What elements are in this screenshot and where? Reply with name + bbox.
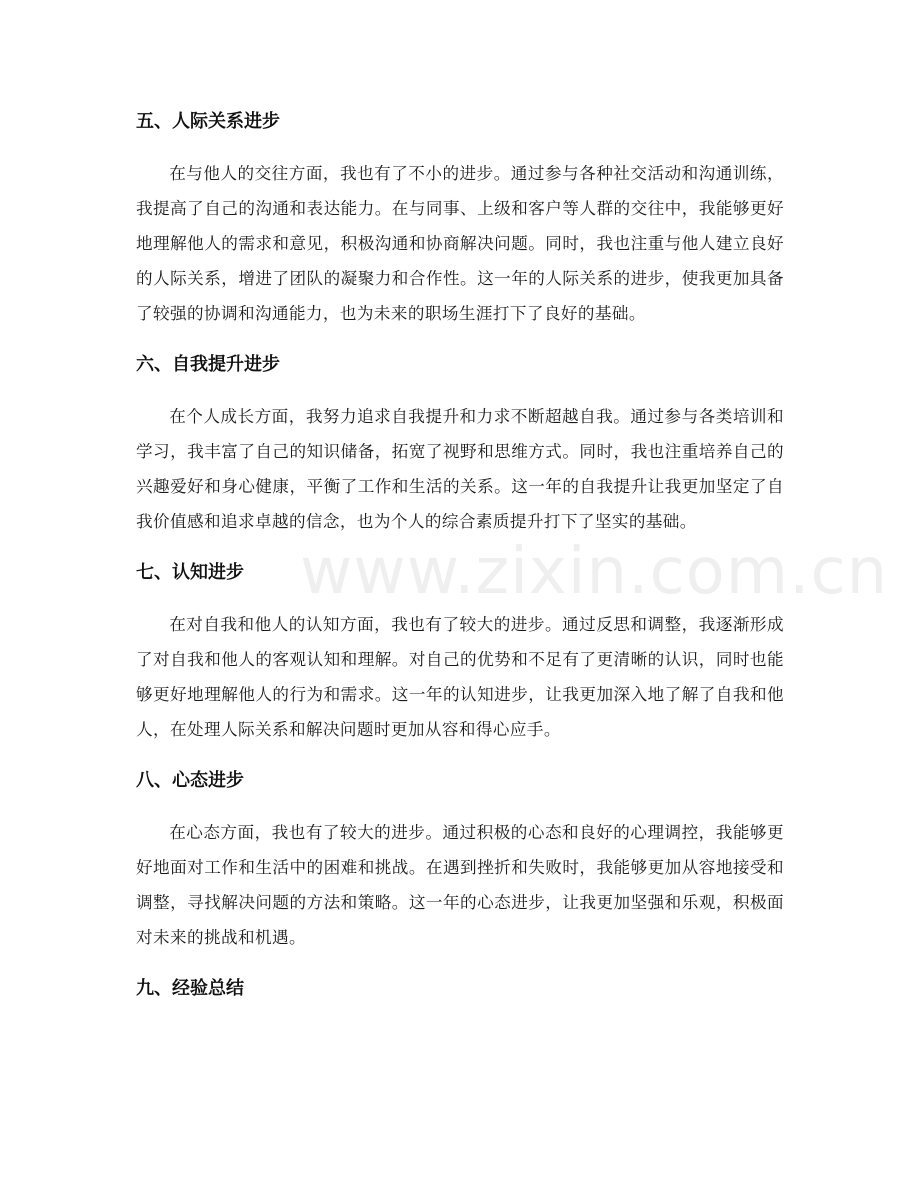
- paragraph-interpersonal: 在与他人的交往方面，我也有了不小的进步。通过参与各种社交活动和沟通训练，我提高了自己的沟通和表达能力。在与同事、上级和客户等人群的交往中，我能够更好地理解他人的需求和意见，积极沟通和协商解决问题。同时，我也注重与他人建立良好的人际关系，增进了团队的凝聚力和合作性。这一年的人际关系的进步，使我更加具备了较强的协调和沟通能力，也为未来的职场生涯打下了良好的基础。: [136, 164, 784, 323]
- section-title-experience-summary: 九、经验总结: [136, 978, 244, 999]
- watermark: www.zixin.com.cn: [300, 535, 889, 609]
- section-title-self-improvement: 六、自我提升进步: [136, 354, 280, 375]
- section-title-cognition: 七、认知进步: [136, 562, 244, 583]
- section-title-interpersonal: 五、人际关系进步: [136, 111, 280, 132]
- paragraph-mindset: 在心态方面，我也有了较大的进步。通过积极的心态和良好的心理调控，我能够更好地面对工作和生活中的困难和挑战。在遇到挫折和失败时，我能够更加从容地接受和调整，寻找解决问题的方法和策略。这一年的心态进步，让我更加坚强和乐观，积极面对未来的挑战和机遇。: [136, 823, 784, 947]
- document-body: [136, 104, 784, 1023]
- paragraph-self-improvement: 在个人成长方面，我努力追求自我提升和力求不断超越自我。通过参与各类培训和学习，我丰富了自己的知识储备，拓宽了视野和思维方式。同时，我也注重培养自己的兴趣爱好和身心健康，平衡了工作和生活的关系。这一年的自我提升让我更加坚定了自我价值感和追求卓越的信念，也为个人的综合素质提升打下了坚实的基础。: [136, 407, 784, 531]
- paragraph-cognition: 在对自我和他人的认知方面，我也有了较大的进步。通过反思和调整，我逐渐形成了对自我和他人的客观认知和理解。对自己的优势和不足有了更清晰的认识，同时也能够更好地理解他人的行为和需求。这一年的认知进步，让我更加深入地了解了自我和他人，在处理人际关系和解决问题时更加从容和得心应手。: [136, 615, 784, 739]
- section-title-mindset: 八、心态进步: [136, 770, 244, 791]
